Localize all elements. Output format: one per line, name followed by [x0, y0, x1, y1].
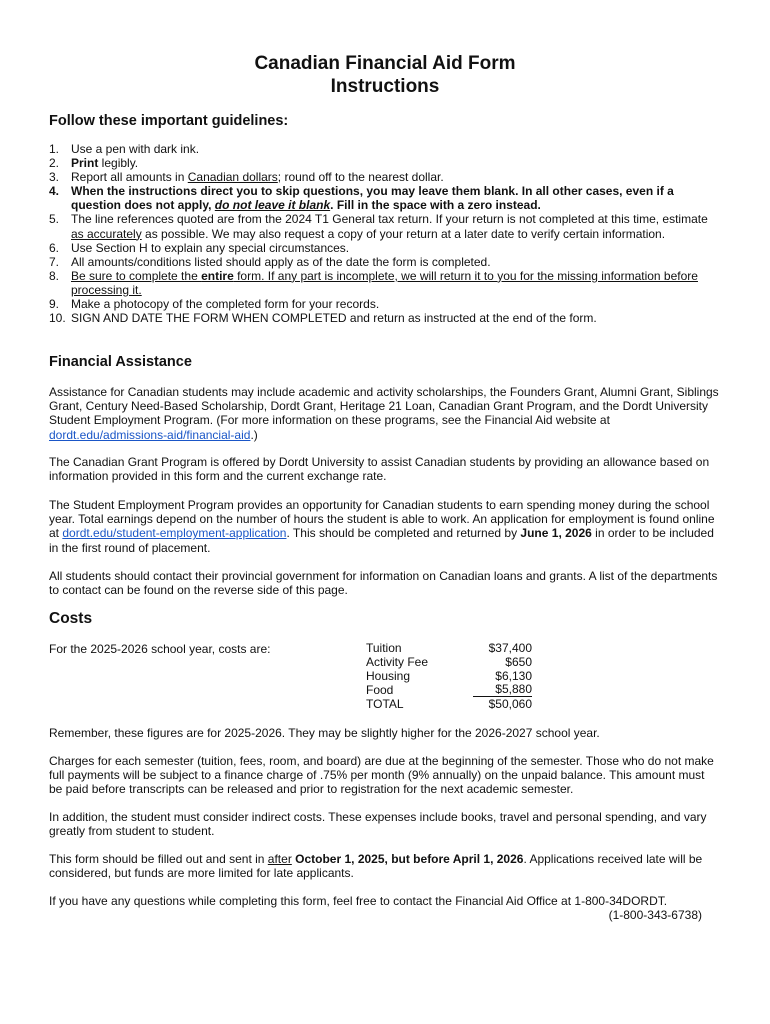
financial-aid-link[interactable]: dordt.edu/admissions-aid/financial-aid	[49, 427, 251, 442]
list-item: 7. All amounts/conditions listed should apply as of the date the form is completed.	[49, 254, 491, 269]
costs-table	[366, 641, 532, 711]
list-item: 8. Be sure to complete the entire form. If any part is incomplete, we will return it to you for the missing information before processing it.	[49, 268, 698, 297]
indirect-costs-paragraph: In addition, the student must consider indirect costs. These expenses include books, travel and personal spending, and vary greatly from student to student.	[49, 810, 707, 839]
assistance-paragraph: Assistance for Canadian students may include academic and activity scholarships, the Founders Grant, Alumni Grant, Siblings Grant, Century Need-Based Scholarship, Dordt Grant, Heritage 21 Loan, Canadian Grant Program, and the Dordt University Student Employment Program. (For more information on these programs, see the Financial Aid website at dordt.edu/admissions-aid/financial-aid.)	[49, 385, 719, 442]
contact-paragraph: If you have any questions while completing this form, feel free to contact the Financial Aid Office at 1-800-34DORDT.	[49, 894, 668, 908]
table-row: Activity Fee $650	[366, 655, 532, 670]
charges-paragraph: Charges for each semester (tuition, fees, room, and board) are due at the beginning of the semester. Those who do not make full payments will be subject to a finance charge of .75% per month (9% annually) on the unpaid balance. This amount must be paid before transcripts can be released and prior to registration for the next academic semester.	[49, 754, 714, 797]
table-row: Tuition $37,400	[366, 641, 532, 655]
table-row: Housing $6,130	[366, 669, 532, 684]
table-row: Food $5,880	[366, 682, 532, 698]
contact-phone: (1-800-343-6738)	[608, 908, 702, 922]
list-item: 5. The line references quoted are from the 2024 T1 General tax return. If your return is not completed at this time, estimate as accurately as possible. We may also request a copy of your return at a later date to verify certain information.	[49, 212, 708, 241]
employment-paragraph: The Student Employment Program provides an opportunity for Canadian students to earn spending money during the school year. Total earnings depend on the number of hours the student is able to work. An application for employment is found online at dordt.edu/student-employment-application. This should be completed and returned by June 1, 2026 in order to be included in the first round of placement.	[49, 498, 715, 555]
page-title	[0, 52, 770, 98]
financial-assistance-heading: Financial Assistance	[49, 354, 192, 370]
employment-application-link[interactable]: dordt.edu/student-employment-application	[62, 526, 287, 541]
list-item: 9. Make a photocopy of the completed form for your records.	[49, 297, 380, 312]
guidelines-heading: Follow these important guidelines:	[49, 113, 289, 129]
list-item: 10. SIGN AND DATE THE FORM WHEN COMPLETED and return as instructed at the end of the form.	[49, 311, 597, 326]
guidelines-list	[49, 142, 719, 325]
list-item: 2. Print legibly.	[49, 156, 139, 171]
costs-heading: Costs	[49, 610, 93, 627]
list-item: 4. When the instructions direct you to skip questions, you may leave them blank. In all other cases, even if a question does not apply, do not leave it blank. Fill in the space with a zero instead.	[49, 184, 674, 213]
table-row: TOTAL $50,060	[366, 697, 532, 712]
list-item: 3. Report all amounts in Canadian dollars; round off to the nearest dollar.	[49, 170, 444, 185]
costs-intro: For the 2025-2026 school year, costs are:	[49, 642, 271, 656]
title-line-1: Canadian Financial Aid Form	[254, 53, 516, 74]
list-item: 1. Use a pen with dark ink.	[49, 142, 200, 156]
remember-paragraph: Remember, these figures are for 2025-2026. They may be slightly higher for the 2026-2027 school year.	[49, 726, 600, 740]
title-line-2: Instructions	[330, 76, 440, 97]
list-item: 6. Use Section H to explain any special circumstances.	[49, 240, 350, 255]
grant-program-paragraph: The Canadian Grant Program is offered by Dordt University to assist Canadian students by providing an allowance based on information provided in this form and the current exchange rate.	[49, 455, 710, 484]
provincial-paragraph: All students should contact their provincial government for information on Canadian loans and grants. A list of the departments to contact can be found on the reverse side of this page.	[49, 569, 718, 598]
deadline-paragraph: This form should be filled out and sent in after October 1, 2025, but before April 1, 2026. Applications received late will be considered, but funds are more limited for late applicants.	[49, 852, 703, 881]
